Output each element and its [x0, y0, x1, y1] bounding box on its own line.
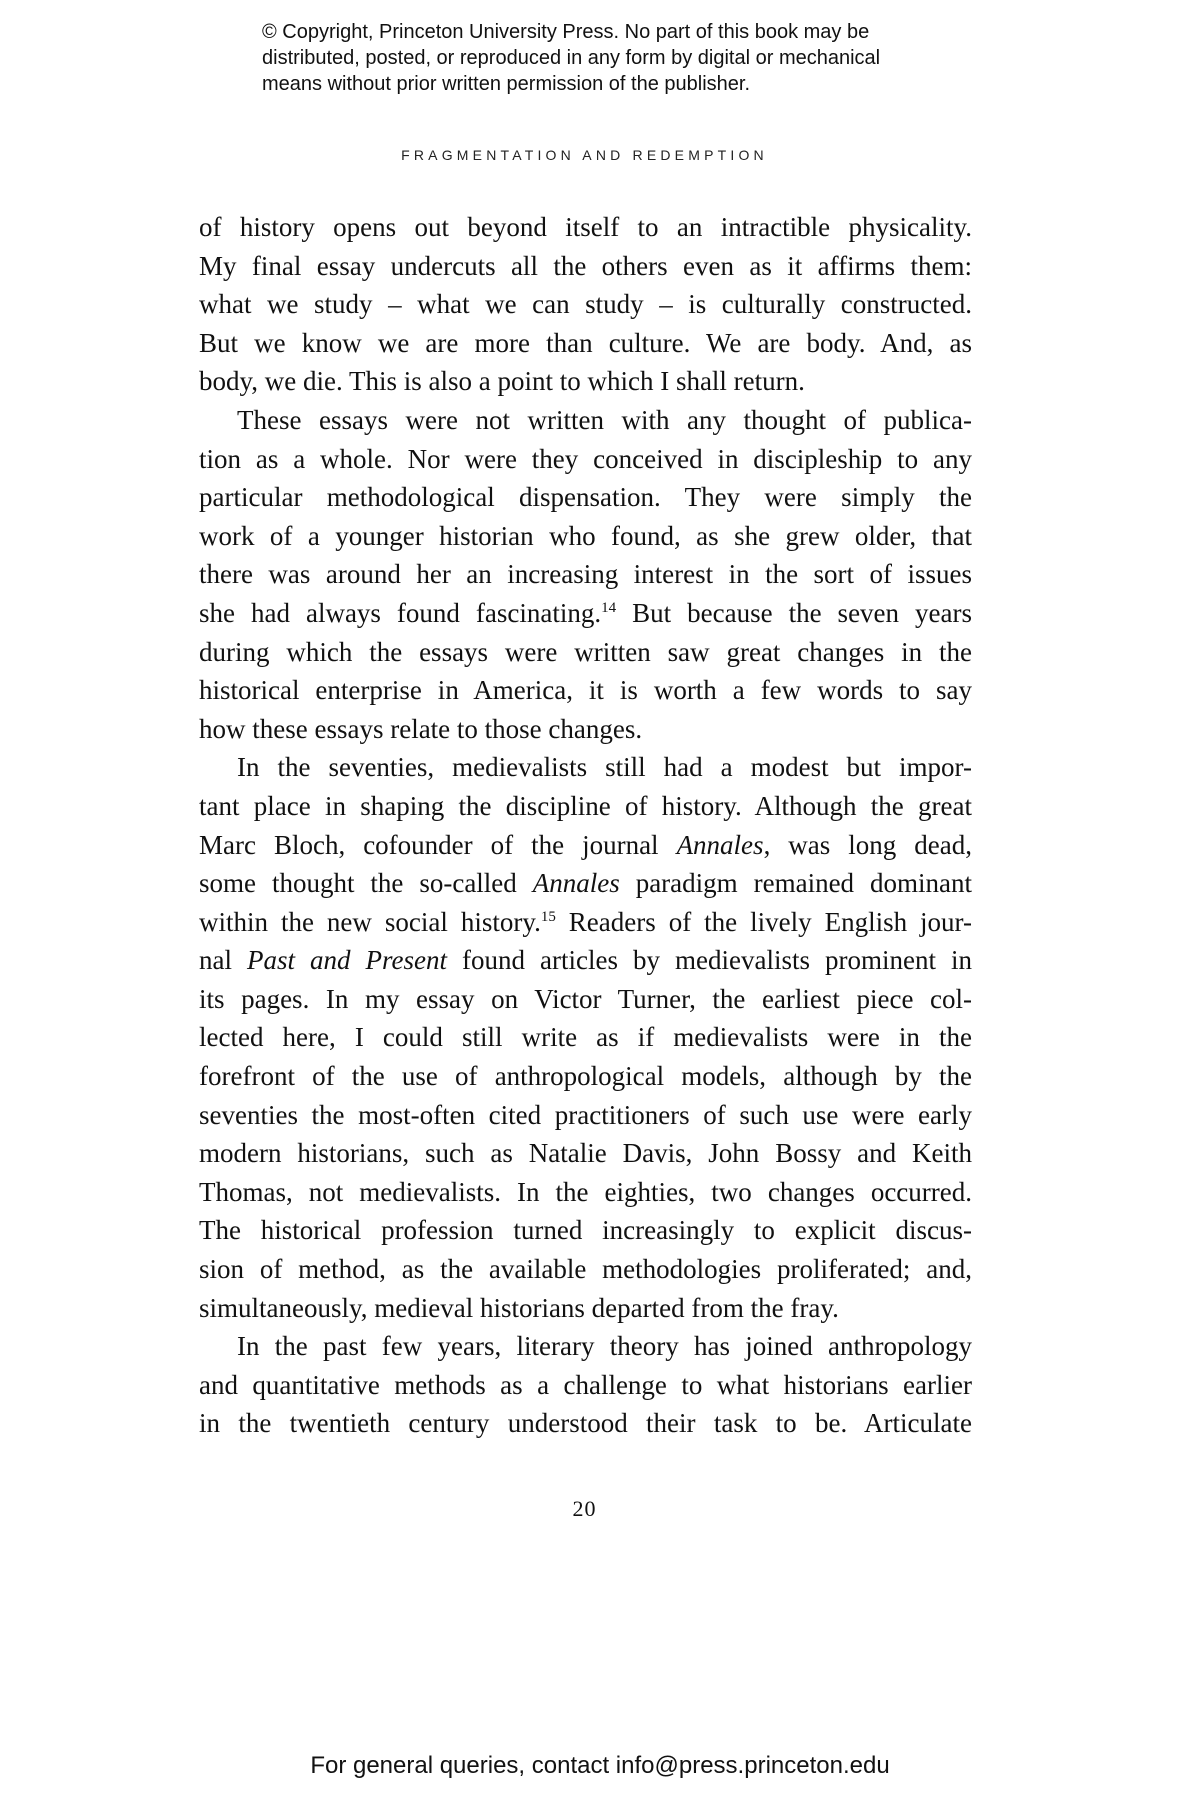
text-segment: she had always found fascinating. [199, 597, 602, 628]
text-line [199, 941, 972, 980]
text-segment: found articles by medievalists prominent in [447, 945, 972, 976]
text-line: work of a younger historian who found, as she grew older, that [199, 520, 972, 551]
text-line: tant place in shaping the discipline of history. Although the great [199, 790, 972, 821]
text-line: lected here, I could still write as if medievalists were in the [199, 1022, 972, 1053]
text-line: In the seventies, medievalists still had a modest but impor- [237, 752, 972, 783]
text-line: forefront of the use of anthropological models, although by the [199, 1061, 972, 1092]
text-line: historical enterprise in America, it is worth a few words to say [199, 675, 972, 706]
text-line: in the twentieth century understood their task to be. Articulate [199, 1408, 972, 1439]
text-segment: nal [199, 945, 247, 976]
paragraph [199, 748, 972, 1327]
footer-contact: For general queries, contact info@press.princeton.edu [310, 1752, 890, 1779]
running-head: FRAGMENTATION AND REDEMPTION [401, 147, 768, 163]
text-line: how these essays relate to those changes. [199, 713, 643, 744]
paragraph [199, 1327, 972, 1443]
text-segment: But because the seven years [616, 597, 972, 628]
text-line: My final essay undercuts all the others even as it affirms them: [199, 250, 972, 281]
text-line: body, we die. This is also a point to which I shall return. [199, 366, 805, 397]
text-segment: , was long dead, [763, 829, 972, 860]
copyright-notice [262, 19, 982, 97]
text-segment: Readers of the lively English jour- [555, 906, 973, 937]
paragraph [199, 401, 972, 748]
text-line: In the past few years, literary theory has joined anthropology [237, 1331, 972, 1362]
text-segment: paradigm remained dominant [619, 868, 972, 899]
text-line: The historical profession turned increasingly to explicit discus- [199, 1215, 972, 1246]
text-line: and quantitative methods as a challenge to what historians earlier [199, 1369, 972, 1400]
text-line: But we know we are more than culture. We are body. And, as [199, 327, 972, 358]
text-line: These essays were not written with any thought of publica- [237, 404, 972, 435]
text-line: sion of method, as the available methodologies proliferated; and, [199, 1254, 972, 1285]
journal-title: Annales [532, 868, 620, 899]
text-line [199, 594, 972, 633]
text-line: simultaneously, medieval historians departed from the fray. [199, 1292, 839, 1323]
text-line: particular methodological dispensation. They were simply the [199, 482, 972, 513]
text-line [199, 826, 972, 865]
footnote-ref: 14 [601, 599, 617, 616]
copyright-line: means without prior written permission of the publisher. [262, 73, 751, 95]
text-segment: Marc Bloch, cofounder of the journal [199, 829, 677, 860]
text-line: there was around her an increasing interest in the sort of issues [199, 559, 972, 590]
paragraph [199, 208, 972, 401]
body-text [199, 208, 972, 1443]
text-line: of history opens out beyond itself to an intractible physicality. [199, 212, 972, 242]
footnote-ref: 15 [540, 908, 556, 925]
copyright-line: distributed, posted, or reproduced in any form by digital or mechanical [262, 47, 881, 69]
text-line: modern historians, such as Natalie Davis, John Bossy and Keith [199, 1138, 972, 1169]
text-line: what we study – what we can study – is culturally constructed. [199, 289, 972, 320]
copyright-line: © Copyright, Princeton University Press. No part of this book may be [262, 21, 870, 43]
text-line: seventies the most-often cited practitioners of such use were early [199, 1099, 972, 1130]
text-segment: within the new social history. [199, 906, 541, 937]
text-line: its pages. In my essay on Victor Turner, the earliest piece col- [199, 983, 972, 1014]
text-line [199, 864, 972, 903]
text-line: during which the essays were written saw great changes in the [199, 636, 972, 667]
page-number: 20 [572, 1496, 597, 1521]
text-segment: some thought the so-called [199, 868, 533, 899]
text-line: Thomas, not medievalists. In the eighties, two changes occurred. [199, 1176, 972, 1207]
journal-title: Past and Present [247, 945, 448, 976]
journal-title: Annales [676, 829, 764, 860]
text-line: tion as a whole. Nor were they conceived in discipleship to any [199, 443, 972, 474]
text-line [199, 903, 972, 942]
